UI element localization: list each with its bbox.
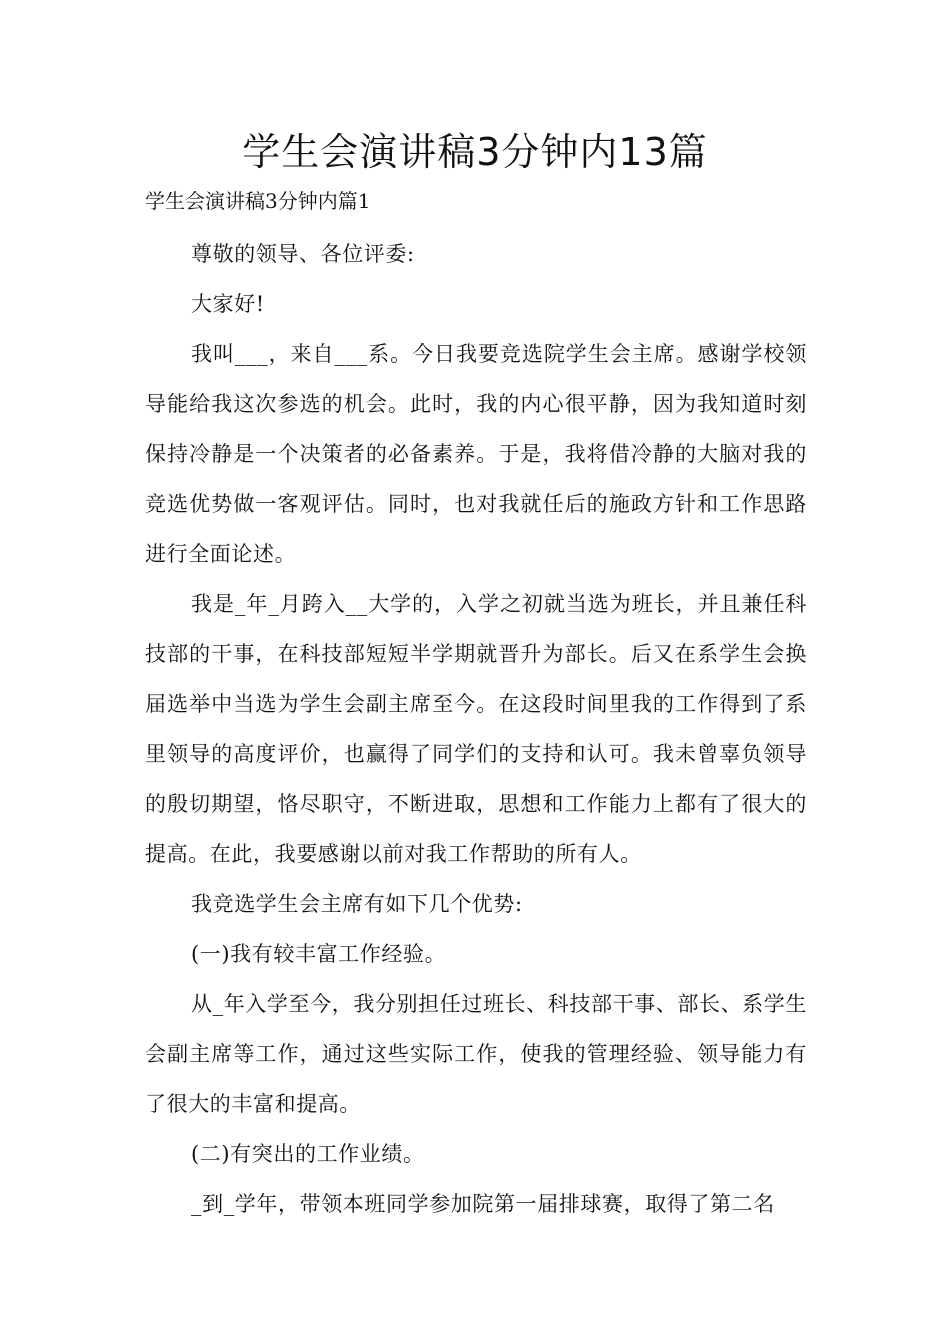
section-heading: 学生会演讲稿3分钟内篇1 — [145, 189, 371, 213]
paragraph: _到_学年，带领本班同学参加院第一届排球赛，取得了第二名 — [191, 1192, 775, 1216]
paragraph: 从_年入学至今，我分别担任过班长、科技部干事、部长、系学生会副主席等工作，通过这些实际工作，使我的管理经验、领导能力有了很大的丰富和提高。 — [145, 992, 807, 1116]
salutation: 尊敬的领导、各位评委: — [191, 242, 415, 266]
list-heading: (二)有突出的工作业绩。 — [191, 1142, 425, 1166]
paragraph: 我是_年_月跨入__大学的，入学之初就当选为班长，并且兼任科技部的干事，在科技部短短半学期就晋升为部长。后又在系学生会换届选举中当选为学生会副主席至今。在这段时间里我的工作得到了系里领导的高度评价，也赢得了同学们的支持和认可。我未曾辜负领导的殷切期望，恪尽职守，不断进取，思想和工作能力上都有了很大的提高。在此，我要感谢以前对我工作帮助的所有人。 — [145, 592, 807, 866]
list-heading: (一)我有较丰富工作经验。 — [191, 942, 447, 966]
document-title: 学生会演讲稿3分钟内13篇 — [242, 130, 708, 174]
paragraph: 我竞选学生会主席有如下几个优势: — [191, 892, 523, 916]
document-body — [145, 229, 807, 1229]
paragraph: 我叫___，来自___系。今日我要竞选院学生会主席。感谢学校领导能给我这次参选的机会。此时，我的内心很平静，因为我知道时刻保持冷静是一个决策者的必备素养。于是，我将借冷静的大脑对我的竞选优势做一客观评估。同时，也对我就任后的施政方针和工作思路进行全面论述。 — [145, 342, 807, 566]
greeting: 大家好! — [191, 292, 265, 316]
